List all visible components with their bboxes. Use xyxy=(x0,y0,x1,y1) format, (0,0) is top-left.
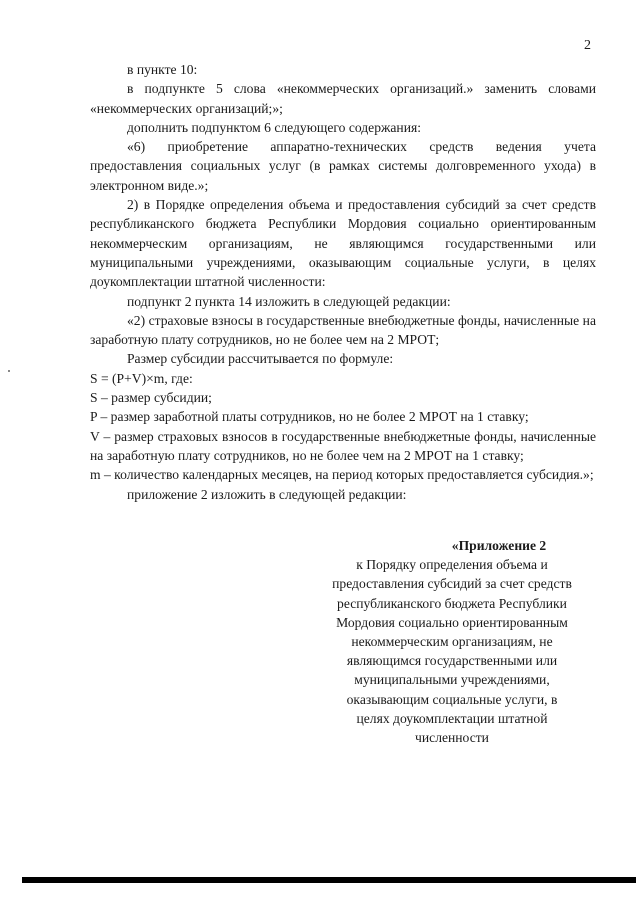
paragraph-order-2: 2) в Порядке определения объема и предоставления субсидий за счет средств республиканского бюджета Республики Мордовия социально ориентированным некоммерческим организациям, не являющимся государственными или муниципальными учреждениями, оказывающим социальные услуги, в целях доукомплектации штатной численности: xyxy=(90,197,596,290)
page-number: 2 xyxy=(584,38,591,53)
paragraph-subitem5: в подпункте 5 слова «некоммерческих организаций.» заменить словами «некоммерческих организаций;»; xyxy=(90,81,596,116)
appendix-line: Мордовия социально ориентированным xyxy=(336,614,568,630)
appendix-line: некоммерческим организациям, не xyxy=(351,634,553,650)
appendix-line: предоставления субсидий за счет средств xyxy=(332,576,572,592)
paragraph-formula-intro: Размер субсидии рассчитывается по формуле: xyxy=(127,351,394,367)
appendix-title: «Приложение 2 xyxy=(451,538,547,553)
formula-def-v: V – размер страховых взносов в государственные внебюджетные фонды, начисленные на заработную плату сотрудников, но не более чем на 2 МРОТ на 1 ставку; xyxy=(90,428,596,463)
formula-def-s: S – размер субсидии; xyxy=(90,390,212,406)
appendix-line: муниципальными учреждениями, xyxy=(354,672,550,688)
scan-bottom-bar xyxy=(22,877,636,883)
document-body xyxy=(90,60,596,504)
appendix-heading xyxy=(310,536,594,747)
appendix-line: республиканского бюджета Республики xyxy=(337,595,567,611)
appendix-line: оказывающим социальные услуги, в xyxy=(346,691,558,707)
appendix-line: являющимся государственными или xyxy=(346,653,558,669)
paragraph-subitem6-text: «6) приобретение аппаратно-технических средств ведения учета предоставления социальных услуг (в рамках системы долговременного ухода) в электронном виде.»; xyxy=(90,139,596,193)
paragraph-item14: подпункт 2 пункта 14 изложить в следующей редакции: xyxy=(127,293,451,309)
paragraph-appendix2: приложение 2 изложить в следующей редакции: xyxy=(127,486,407,502)
formula-def-m: m – количество календарных месяцев, на период которых предоставляется субсидия.»; xyxy=(90,467,594,483)
formula-def-p: P – размер заработной платы сотрудников, но не более 2 МРОТ на 1 ставку; xyxy=(90,409,529,425)
scan-edge-mark xyxy=(8,370,10,372)
paragraph-add-subitem6: дополнить подпунктом 6 следующего содержания: xyxy=(127,119,422,135)
appendix-line: численности xyxy=(415,730,489,746)
paragraph-insurance: «2) страховые взносы в государственные внебюджетные фонды, начисленные на заработную плату сотрудников, но не более чем на 2 МРОТ; xyxy=(90,312,596,348)
appendix-line: целях доукомплектации штатной xyxy=(356,710,548,726)
appendix-line: к Порядку определения объема и xyxy=(356,557,548,573)
formula: S = (P+V)×m, где: xyxy=(90,370,193,386)
paragraph-item10: в пункте 10: xyxy=(127,62,198,77)
